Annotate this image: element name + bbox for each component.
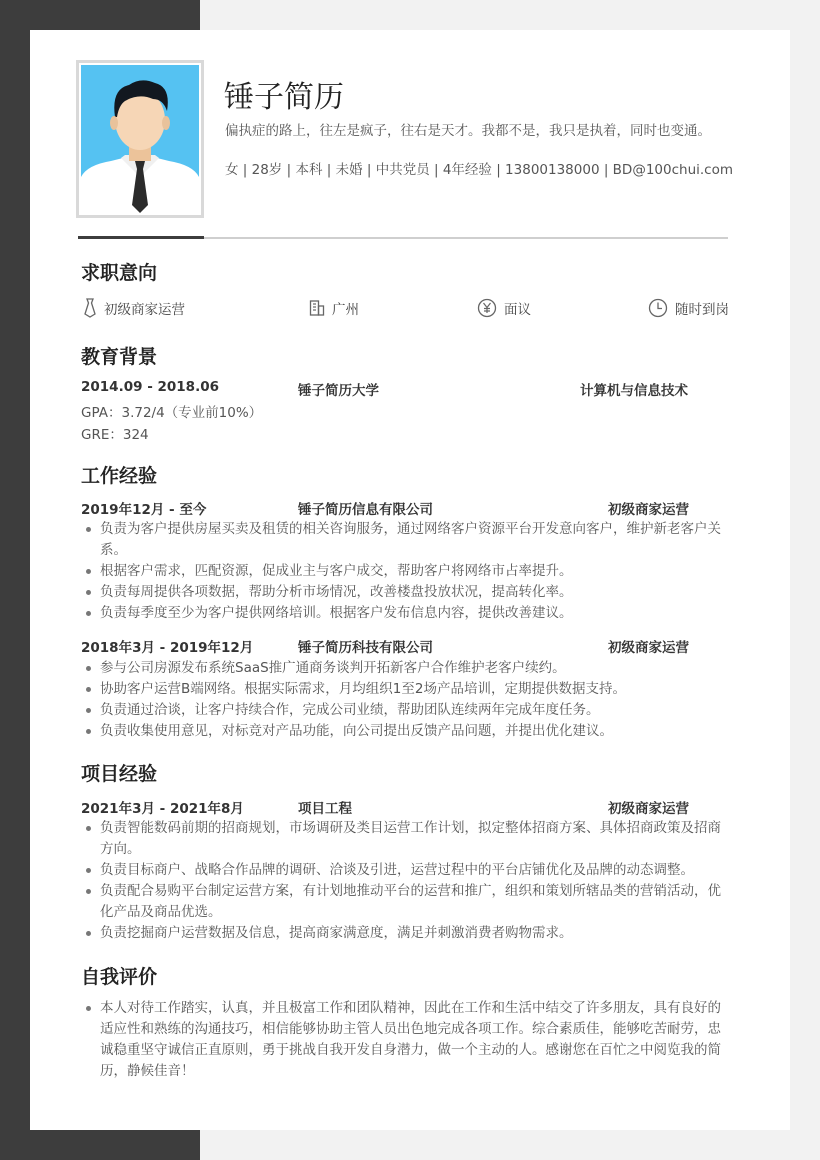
project-duties bbox=[81, 818, 731, 944]
candidate-motto: 偏执症的路上，往左是疯子，往右是天才。我都不是，我只是执着，同时也变通。 bbox=[225, 123, 711, 139]
profile-photo-frame bbox=[76, 60, 204, 218]
section-title-self: 自我评价 bbox=[81, 966, 158, 988]
list-item: 负责每周提供各项数据，帮助分析市场情况，改善楼盘投放状况，提高转化率。 bbox=[81, 582, 731, 603]
intent-availability bbox=[648, 297, 729, 319]
candidate-basic-info: 女 | 28岁 | 本科 | 未婚 | 中共党员 | 4年经验 | 13800138000 | BD@100chui.com bbox=[225, 162, 733, 178]
self-evaluation bbox=[81, 998, 731, 1082]
work-2-company: 锤子简历科技有限公司 bbox=[298, 640, 433, 656]
work-2-period: 2018年3月 - 2019年12月 bbox=[81, 640, 254, 656]
avatar bbox=[81, 65, 199, 213]
list-item: 负责为客户提供房屋买卖及租赁的相关咨询服务，通过网络客户资源平台开发意向客户，维护新老客户关系。 bbox=[81, 519, 731, 561]
project-name: 项目工程 bbox=[298, 801, 352, 817]
list-item: 协助客户运营B端网络。根据实际需求，月均组织1至2场产品培训，定期提供数据支持。 bbox=[81, 679, 731, 700]
building-icon bbox=[309, 299, 325, 317]
list-item: 负责收集使用意见，对标竞对产品功能，向公司提出反馈产品问题，并提出优化建议。 bbox=[81, 721, 731, 742]
section-title-work: 工作经验 bbox=[81, 465, 158, 487]
list-item: 负责每季度至少为客户提供网络培训。根据客户发布信息内容，提供改善建议。 bbox=[81, 603, 731, 624]
intent-city bbox=[309, 297, 359, 319]
list-item: 根据客户需求，匹配资源，促成业主与客户成交，帮助客户将网络市占率提升。 bbox=[81, 561, 731, 582]
work-1-company: 锤子简历信息有限公司 bbox=[298, 502, 433, 518]
work-1-duties bbox=[81, 519, 731, 624]
yen-icon bbox=[477, 298, 497, 318]
section-title-intent: 求职意向 bbox=[81, 262, 158, 284]
list-item: 负责配合易购平台制定运营方案，有计划地推动平台的运营和推广，组织和策划所辖品类的营销活动，优化产品及商品优选。 bbox=[81, 881, 731, 923]
list-item: 参与公司房源发布系统SaaS推广通商务谈判开拓新客户合作维护老客户续约。 bbox=[81, 658, 731, 679]
work-2-role: 初级商家运营 bbox=[608, 640, 689, 656]
education-gre: GRE：324 bbox=[81, 427, 149, 443]
tie-icon bbox=[83, 298, 97, 318]
intent-city-label: 广州 bbox=[332, 302, 359, 318]
intent-position-label: 初级商家运营 bbox=[104, 302, 185, 318]
intent-position bbox=[83, 297, 185, 319]
section-title-education: 教育背景 bbox=[81, 346, 158, 368]
resume-page bbox=[30, 30, 790, 1130]
education-gpa: GPA：3.72/4（专业前10%） bbox=[81, 405, 263, 421]
section-title-projects: 项目经验 bbox=[81, 763, 158, 785]
education-major: 计算机与信息技术 bbox=[580, 383, 688, 399]
project-period: 2021年3月 - 2021年8月 bbox=[81, 801, 244, 817]
clock-icon bbox=[648, 298, 668, 318]
work-2-duties bbox=[81, 658, 731, 742]
header-divider-accent bbox=[78, 236, 204, 239]
intent-availability-label: 随时到岗 bbox=[675, 302, 729, 318]
work-1-period: 2019年12月 - 至今 bbox=[81, 502, 207, 518]
intent-salary-label: 面议 bbox=[504, 302, 531, 318]
candidate-name: 锤子简历 bbox=[224, 80, 344, 115]
self-evaluation-text: 本人对待工作踏实，认真，并且极富工作和团队精神，因此在工作和生活中结交了许多朋友，具有良好的适应性和熟练的沟通技巧，相信能够协助主管人员出色地完成各项工作。综合素质佳，能够吃苦耐劳，忠诚稳重坚守诚信正直原则，勇于挑战自我开发自身潜力，做一个主动的人。感谢您在百忙之中阅览我的简历，静候佳音！ bbox=[81, 998, 731, 1082]
education-school: 锤子简历大学 bbox=[298, 383, 379, 399]
project-role: 初级商家运营 bbox=[608, 801, 689, 817]
list-item: 负责智能数码前期的招商规划，市场调研及类目运营工作计划，拟定整体招商方案、具体招商政策及招商方向。 bbox=[81, 818, 731, 860]
list-item: 负责目标商户、战略合作品牌的调研、洽谈及引进，运营过程中的平台店铺优化及品牌的动态调整。 bbox=[81, 860, 731, 881]
list-item: 负责挖掘商户运营数据及信息，提高商家满意度，满足并刺激消费者购物需求。 bbox=[81, 923, 731, 944]
list-item: 负责通过洽谈，让客户持续合作，完成公司业绩，帮助团队连续两年完成年度任务。 bbox=[81, 700, 731, 721]
intent-salary bbox=[477, 297, 531, 319]
education-period: 2014.09 - 2018.06 bbox=[81, 379, 219, 395]
work-1-role: 初级商家运营 bbox=[608, 502, 689, 518]
